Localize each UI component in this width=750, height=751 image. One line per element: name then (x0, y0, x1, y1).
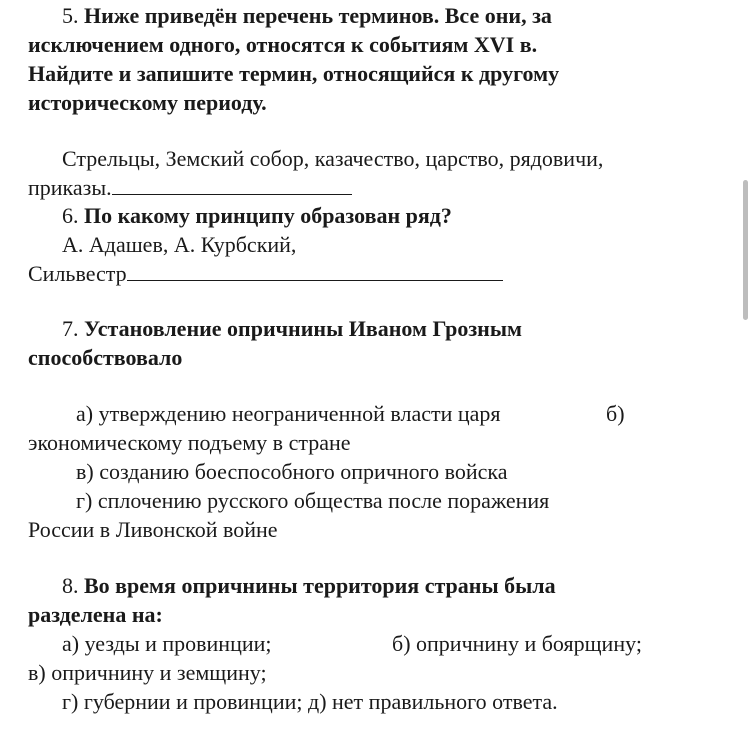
q8-option-g: г) губернии и провинции; (62, 689, 303, 714)
q8-option-d: д) нет правильного ответа. (308, 689, 558, 714)
q7-question-text-1: Установление опричнины Иваном Грозным (84, 316, 523, 341)
q7-question-line-2: способствовало (28, 345, 183, 370)
q5-terms-line-1: Стрельцы, Земский собор, казачество, царство, рядовичи, (62, 146, 604, 171)
q5-question-line-2: исключением одного, относятся к событиям XVI в. (28, 32, 538, 57)
q7-option-v: в) созданию боеспособного опричного войска (76, 459, 508, 484)
q5-terms-line-2 (28, 174, 352, 202)
q6-answer-blank[interactable] (127, 260, 503, 281)
q6-row-line-2 (28, 260, 503, 288)
q8-number: 8. (62, 573, 79, 598)
q7-option-a: а) утверждению неограниченной власти царя (76, 401, 501, 426)
q8-question-line-1 (62, 572, 556, 600)
q8-question-line-2: разделена на: (28, 602, 163, 627)
q8-option-a: а) уезды и провинции; (62, 631, 272, 656)
q8-option-b: б) опричнину и боярщину; (392, 631, 642, 656)
q7-question-line-1 (62, 315, 522, 343)
q5-question-line-3: Найдите и запишите термин, относящийся к другому (28, 61, 560, 86)
q6-question-line (62, 202, 452, 230)
q8-option-v: в) опричнину и земщину; (28, 660, 267, 685)
q7-option-g-line-1: г) сплочению русского общества после поражения (76, 488, 550, 513)
q5-answer-blank[interactable] (112, 174, 352, 195)
q7-number: 7. (62, 316, 79, 341)
q6-row-text-2: Сильвестр (28, 261, 127, 286)
q5-question-line-1 (62, 2, 552, 30)
q7-option-g-line-2: России в Ливонской войне (28, 517, 278, 542)
q6-row-line-1: А. Адашев, А. Курбский, (62, 232, 297, 257)
q6-number: 6. (62, 203, 79, 228)
q6-question-text: По какому принципу образован ряд? (84, 203, 452, 228)
q5-terms-text-2: приказы. (28, 175, 112, 200)
q5-question-line-4: историческому периоду. (28, 90, 267, 115)
q7-option-b-text: экономическому подъему в стране (28, 430, 351, 455)
q8-question-text-1: Во время опричнины территория страны была (84, 573, 556, 598)
q5-number: 5. (62, 3, 79, 28)
q8-option-g-d-line (62, 688, 558, 716)
q5-question-text-1: Ниже приведён перечень терминов. Все они, за (84, 3, 552, 28)
vertical-scrollbar[interactable] (743, 180, 748, 320)
q7-option-b-label: б) (606, 401, 625, 426)
